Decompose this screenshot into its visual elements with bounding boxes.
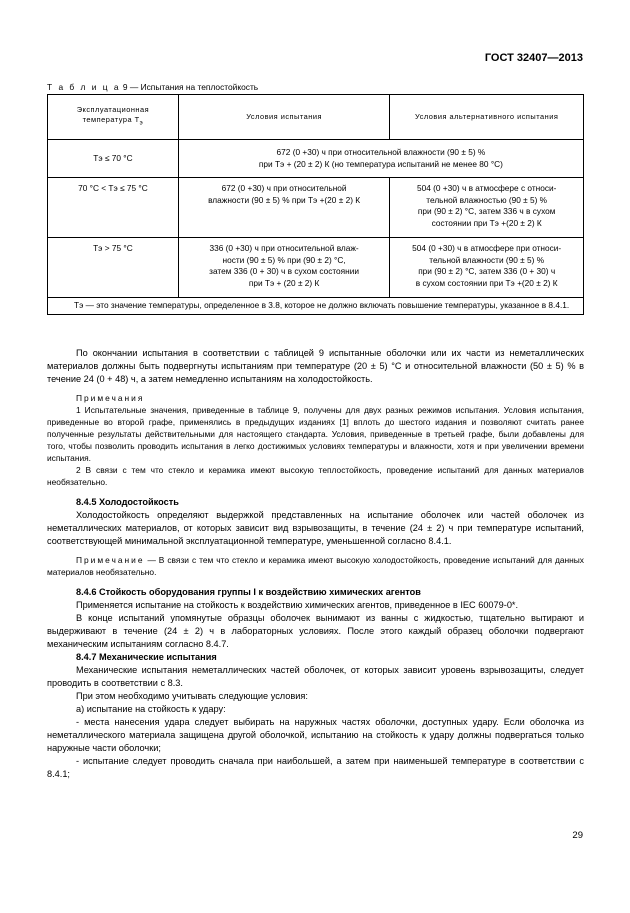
row-conditions: 336 (0 +30) ч при относительной влаж- ности (90 ± 5) % при (90 ± 2) °С, затем 336 (0 + 30) ч в сухом состоянии при Тэ + (20 ± 2) К	[178, 238, 390, 298]
row-temp: 70 °С < Тэ ≤ 75 °С	[48, 178, 179, 238]
row-temp: Тэ ≤ 70 °С	[48, 140, 179, 178]
row-temp: Тэ > 75 °С	[48, 238, 179, 298]
paragraph: а) испытание на стойкость к удару:	[76, 704, 226, 714]
paragraph: По окончании испытания в соответствии с таблицей 9 испытанные оболочки или их части из неметаллических материалов должны быть подвергнуты испытаниям при температуре (20 ± 5) °С и относительной влажности (50 ± 5) % в течение 24 (0 + 48) ч, а затем немедленно испытаниям на холодостойкость.	[47, 348, 584, 384]
table-caption	[47, 82, 258, 92]
row-merged-conditions: 672 (0 +30) ч при относительной влажности (90 ± 5) % при Тэ + (20 ± 2) К (но температура испытаний не менее 80 °С)	[178, 140, 583, 178]
page-number: 29	[572, 830, 583, 841]
table-footnote: Тэ — это значение температуры, определенное в 3.8, которое не должно включать повышение температуры, указанное в 8.4.1.	[48, 298, 584, 315]
section-heading-847: 8.4.7 Механические испытания	[76, 652, 217, 662]
heat-resistance-table	[47, 94, 584, 315]
row-alt-conditions: 504 (0 +30) ч в атмосфере при относи- тельной влажности (90 ± 5) % при (90 ± 2) °С, затем 336 (0 + 30) ч в сухом состоянии при Тэ +(20 ± 2) К	[390, 238, 584, 298]
table-row	[48, 238, 584, 298]
notes-title: Примечания	[76, 393, 145, 403]
paragraph: Холодостойкость определяют выдержкой представленных на испытание оболочек или частей оболочек из неметаллических материалов, от которых зависит вид взрывозащиты, в течение (24 ± 2) ч при температуре испытаний, соответствующей минимальной эксплуатационной температуре, уменьшенной согласно 8.4.1.	[47, 510, 584, 546]
paragraph: При этом необходимо учитывать следующие условия:	[76, 691, 308, 701]
paragraph: В конце испытаний упомянутые образцы оболочек вынимают из ванны с жидкостью, тщательно вытирают и выдерживают в течение (24 ± 2) ч в лабораторных условиях. После этого каждый образец оболочки подвергают механическим испытаниям согласно 8.4.7.	[47, 613, 584, 649]
row-conditions: 672 (0 +30) ч при относительной влажности (90 ± 5) % при Тэ +(20 ± 2) К	[178, 178, 390, 238]
table-caption-prefix: Т а б л и ц а	[47, 82, 121, 92]
table-footnote-row	[48, 298, 584, 315]
paragraph: Применяется испытание на стойкость к воздействию химических агентов, приведенное в IEC 60079-0*.	[76, 600, 519, 610]
row-alt-conditions: 504 (0 +30) ч в атмосфере с относи- тельной влажностью (90 ± 5) % при (90 ± 2) °С, затем 336 ч в сухом состоянии при Тэ +(20 ± 2) К	[390, 178, 584, 238]
header-test-conditions: Условия испытания	[178, 95, 390, 140]
paragraph: - испытание следует проводить сначала при наибольшей, а затем при наименьшей температуре в соответствии с 8.4.1;	[47, 756, 584, 779]
notes-block	[47, 392, 584, 488]
document-code: ГОСТ 32407—2013	[484, 52, 583, 64]
paragraph: - места нанесения удара следует выбирать на наружных частях оболочки, доступных удару. Если оболочка из неметаллического материала защищена другой оболочкой, испытанию на стойкость к удару должны подвергаться только наружные части оболочки;	[47, 717, 584, 753]
section-heading-846: 8.4.6 Стойкость оборудования группы I к воздействию химических агентов	[76, 587, 421, 597]
note-1: 1 Испытательные значения, приведенные в таблице 9, получены для двух разных режимов испытания. Условия испытания, приведенные во второй графе, применялись в предыдущих изданиях [1] вплоть до шестого издания и позволяют считать ранее полученные результаты действительными для настоящего стандарта. Условия, приведенные в третьей графе, были добавлены для того, чтобы позволить проводить испытания в легко достижимых условиях температуры и влажности, хотя и при увеличении времени испытания.	[47, 405, 584, 463]
table-row	[48, 140, 584, 178]
note-2: 2 В связи с тем что стекло и керамика имеют высокую теплостойкость, проведение испытаний для данных материалов необязательно.	[47, 465, 584, 487]
table-header-row	[48, 95, 584, 140]
header-operating-temp: Эксплуатационная температура $Т_э$	[48, 95, 179, 140]
table-row	[48, 178, 584, 238]
paragraph: Механические испытания неметаллических частей оболочек, от которых зависит уровень взрывозащиты, следует проводить в соответствии с 8.3.	[47, 665, 584, 688]
header-alt-test-conditions: Условия альтернативного испытания	[390, 95, 584, 140]
note-845: Примечание — В связи с тем что стекло и керамика имеют высокую холодостойкость, проведение испытаний для данных материалов необязательно.	[47, 555, 584, 577]
table-caption-title: 9 — Испытания на теплостойкость	[120, 82, 259, 92]
section-heading-845: 8.4.5 Холодостойкость	[76, 497, 179, 507]
main-text	[47, 347, 584, 781]
